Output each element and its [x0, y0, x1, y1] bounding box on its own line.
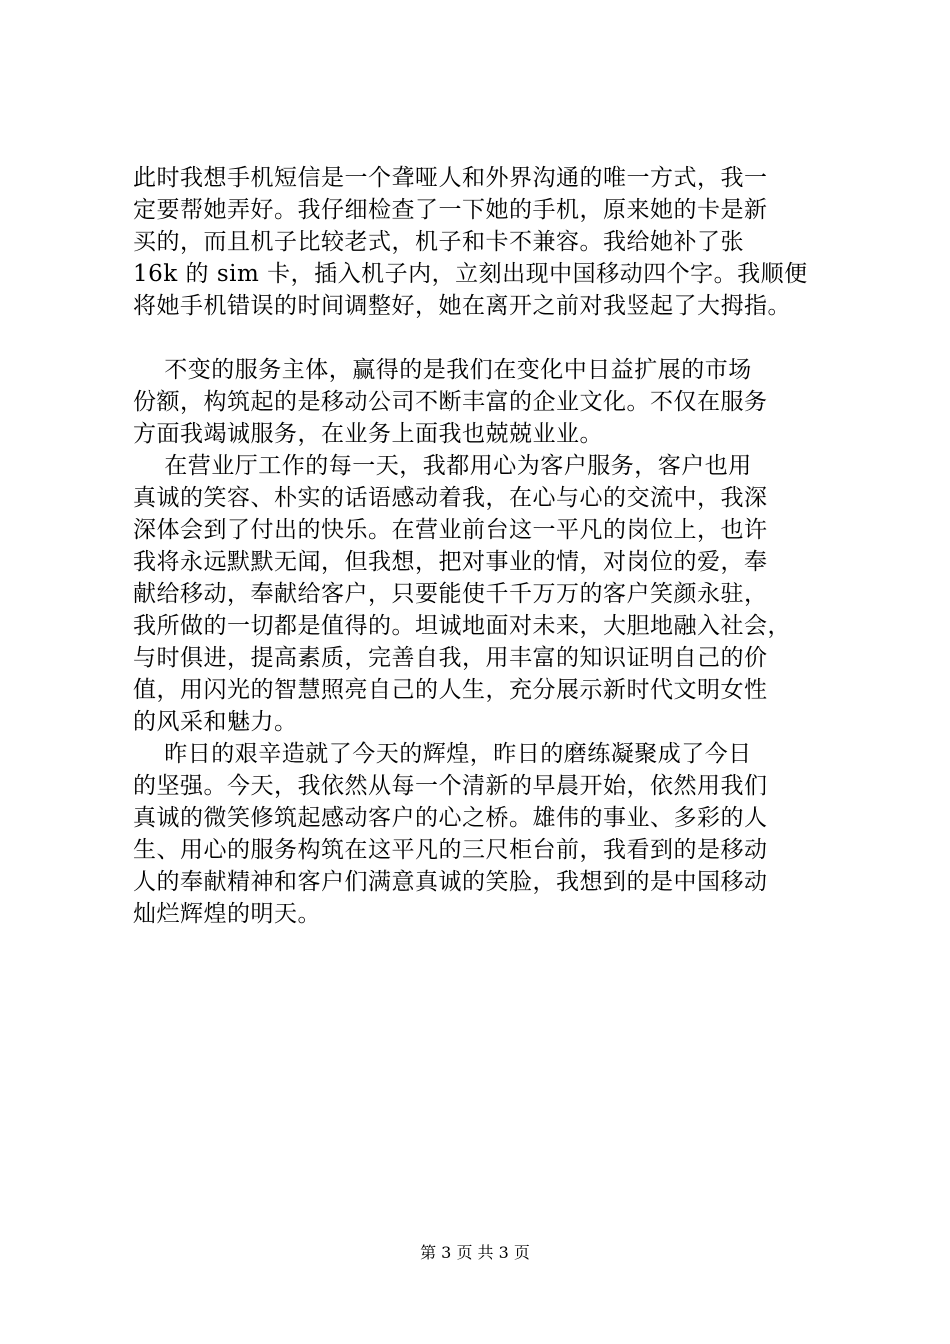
text-line: 灿烂辉煌的明天。 [133, 901, 321, 927]
text-line: 真诚的微笑修筑起感动客户的心之桥。雄伟的事业、多彩的人 [133, 805, 768, 831]
page-footer [0, 1243, 950, 1263]
page-number-label: 第 3 页 共 3 页 [420, 1243, 530, 1262]
paragraph-1 [133, 162, 833, 322]
text-line: 献给移动，奉献给客户，只要能使千千万万的客户笑颜永驻， [133, 581, 768, 607]
paragraph-3 [133, 450, 833, 738]
text-line: 真诚的笑容、朴实的话语感动着我，在心与心的交流中，我深 [133, 485, 768, 511]
text-line: 在营业厅工作的每一天，我都用心为客户服务，客户也用 [133, 453, 752, 479]
text-line: 定要帮她弄好。我仔细检查了一下她的手机，原来她的卡是新 [133, 197, 768, 223]
text-line: 此时我想手机短信是一个聋哑人和外界沟通的唯一方式，我一 [133, 165, 768, 191]
text-line: 人的奉献精神和客户们满意真诚的笑脸，我想到的是中国移动 [133, 869, 768, 895]
text-line: 的风采和魅力。 [133, 709, 298, 735]
paragraph-4 [133, 738, 833, 930]
document-body [133, 162, 833, 930]
paragraph-spacer [133, 322, 833, 354]
text-line: 深体会到了付出的快乐。在营业前台这一平凡的岗位上，也许 [133, 517, 768, 543]
text-line: 16k 的 sim 卡，插入机子内，立刻出现中国移动四个字。我顺便 [133, 261, 808, 287]
text-line: 方面我竭诚服务，在业务上面我也兢兢业业。 [133, 421, 603, 447]
text-line: 值，用闪光的智慧照亮自己的人生，充分展示新时代文明女性 [133, 677, 768, 703]
text-line: 我所做的一切都是值得的。坦诚地面对未来，大胆地融入社会， [133, 613, 791, 639]
text-line: 昨日的艰辛造就了今天的辉煌，昨日的磨练凝聚成了今日 [133, 741, 752, 767]
text-line: 不变的服务主体，赢得的是我们在变化中日益扩展的市场 [133, 357, 752, 383]
paragraph-2 [133, 354, 833, 450]
text-line: 买的，而且机子比较老式，机子和卡不兼容。我给她补了张 [133, 229, 744, 255]
text-line: 的坚强。今天，我依然从每一个清新的早晨开始，依然用我们 [133, 773, 768, 799]
text-line: 我将永远默默无闻，但我想，把对事业的情，对岗位的爱，奉 [133, 549, 768, 575]
text-line: 与时俱进，提高素质，完善自我，用丰富的知识证明自己的价 [133, 645, 768, 671]
text-line: 将她手机错误的时间调整好，她在离开之前对我竖起了大拇指。 [133, 293, 791, 319]
text-line: 份额，构筑起的是移动公司不断丰富的企业文化。不仅在服务 [133, 389, 768, 415]
text-line: 生、用心的服务构筑在这平凡的三尺柜台前，我看到的是移动 [133, 837, 768, 863]
